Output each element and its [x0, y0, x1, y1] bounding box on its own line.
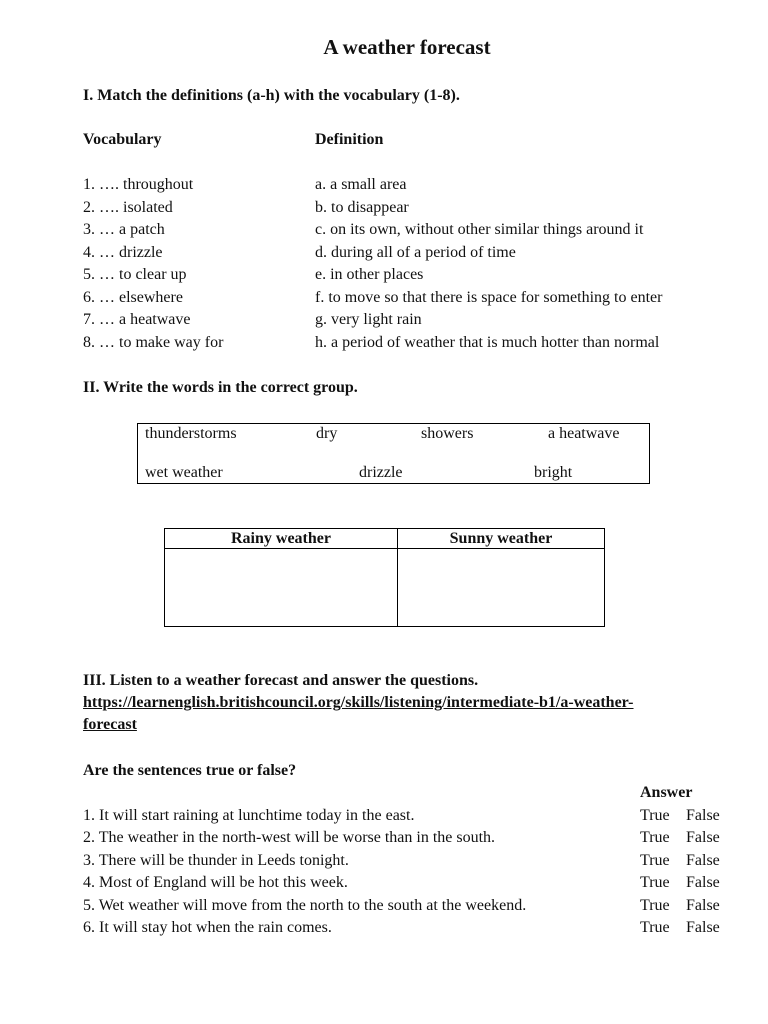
- true-option[interactable]: True: [640, 807, 670, 824]
- definition-h: h. a period of weather that is much hotter than normal: [315, 334, 660, 351]
- vocab-item-3: 3. … a patch: [83, 221, 165, 238]
- true-option[interactable]: True: [640, 897, 670, 914]
- true-false-question: Are the sentences true or false?: [83, 762, 297, 779]
- false-option[interactable]: False: [686, 874, 720, 891]
- false-option[interactable]: False: [686, 897, 720, 914]
- vocab-item-1: 1. …. throughout: [83, 176, 194, 193]
- word-bank-item: drizzle: [359, 464, 403, 481]
- vocabulary-header: Vocabulary: [83, 131, 162, 148]
- statement-4: 4. Most of England will be hot this week.: [83, 874, 348, 891]
- section-2-heading: II. Write the words in the correct group.: [83, 379, 358, 396]
- sunny-weather-answer-cell[interactable]: [398, 549, 604, 626]
- section-1-heading: I. Match the definitions (a-h) with the vocabulary (1-8).: [83, 87, 460, 104]
- word-bank-item: wet weather: [145, 464, 223, 481]
- sunny-weather-header: Sunny weather: [449, 530, 553, 547]
- false-option[interactable]: False: [686, 919, 720, 936]
- word-bank-item: thunderstorms: [145, 425, 237, 442]
- definition-e: e. in other places: [315, 266, 424, 283]
- vocab-item-6: 6. … elsewhere: [83, 289, 183, 306]
- vocab-item-7: 7. … a heatwave: [83, 311, 191, 328]
- definition-c: c. on its own, without other similar things around it: [315, 221, 644, 238]
- false-option[interactable]: False: [686, 807, 720, 824]
- forecast-link-continued[interactable]: forecast: [83, 716, 137, 733]
- grouping-table: [164, 528, 605, 627]
- definition-a: a. a small area: [315, 176, 407, 193]
- vocab-item-4: 4. … drizzle: [83, 244, 163, 261]
- word-bank-item: showers: [421, 425, 474, 442]
- definition-d: d. during all of a period of time: [315, 244, 516, 261]
- page-title: A weather forecast: [323, 35, 491, 59]
- statement-3: 3. There will be thunder in Leeds tonight.: [83, 852, 349, 869]
- statement-2: 2. The weather in the north-west will be worse than in the south.: [83, 829, 496, 846]
- statement-5: 5. Wet weather will move from the north to the south at the weekend.: [83, 897, 527, 914]
- word-bank-item: bright: [534, 464, 573, 481]
- true-option[interactable]: True: [640, 874, 670, 891]
- false-option[interactable]: False: [686, 852, 720, 869]
- vocab-item-2: 2. …. isolated: [83, 199, 173, 216]
- statement-1: 1. It will start raining at lunchtime today in the east.: [83, 807, 415, 824]
- true-option[interactable]: True: [640, 829, 670, 846]
- definition-f: f. to move so that there is space for something to enter: [315, 289, 663, 306]
- vocab-item-5: 5. … to clear up: [83, 266, 187, 283]
- forecast-link[interactable]: https://learnenglish.britishcouncil.org/skills/listening/intermediate-b1/a-weather-: [83, 694, 634, 711]
- true-option[interactable]: True: [640, 919, 670, 936]
- true-option[interactable]: True: [640, 852, 670, 869]
- rainy-weather-header: Rainy weather: [231, 530, 331, 547]
- word-bank-item: a heatwave: [548, 425, 620, 442]
- definition-g: g. very light rain: [315, 311, 422, 328]
- false-option[interactable]: False: [686, 829, 720, 846]
- answer-header: Answer: [640, 784, 693, 801]
- rainy-weather-answer-cell[interactable]: [165, 549, 397, 626]
- definition-header: Definition: [315, 131, 384, 148]
- vocab-item-8: 8. … to make way for: [83, 334, 224, 351]
- definition-b: b. to disappear: [315, 199, 409, 216]
- statement-6: 6. It will stay hot when the rain comes.: [83, 919, 332, 936]
- word-bank-item: dry: [316, 425, 338, 442]
- section-3-heading: III. Listen to a weather forecast and answer the questions.: [83, 672, 479, 689]
